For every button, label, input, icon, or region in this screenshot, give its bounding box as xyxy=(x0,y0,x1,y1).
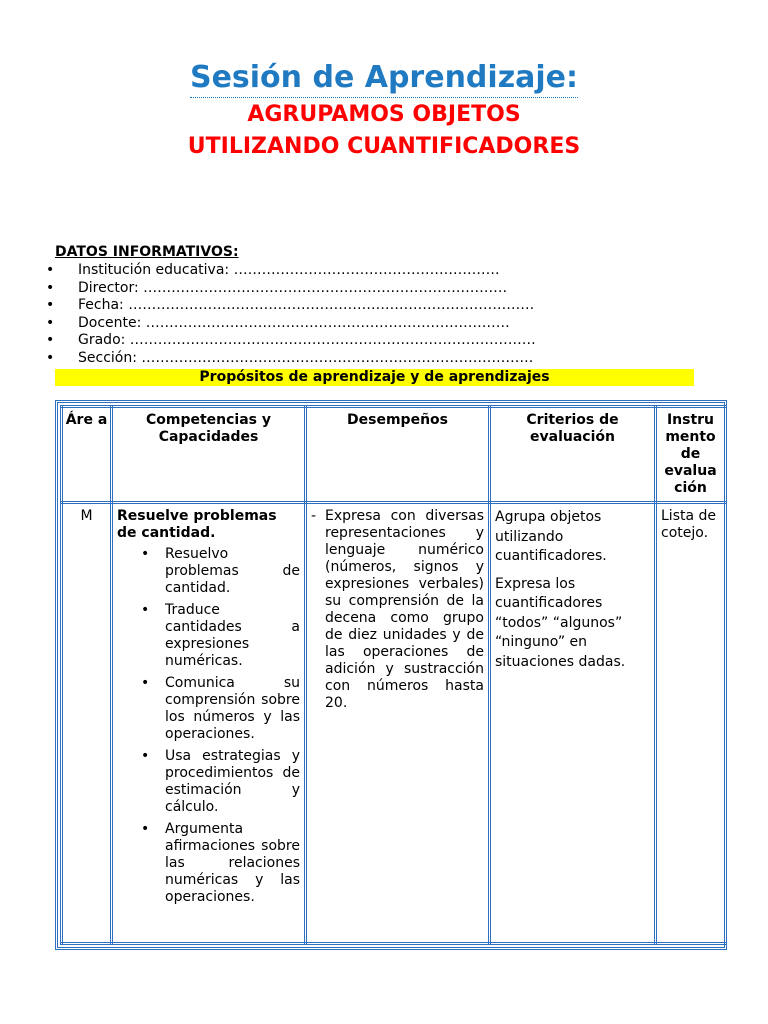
desempeno-text: - Expresa con diversas representaciones y lenguaje numérico (números, signos y expresiones verbales) su comprensión de la decena como grupo de diez unidades y de las operaciones de adición y sustracción con números hasta 20. xyxy=(311,508,484,712)
datos-item-seccion: • Sección: ………………………………………………………………………… xyxy=(46,350,536,368)
header-desempenos: Desempeños xyxy=(306,407,490,503)
datos-item-docente: • Docente: …………………………………………………………………… xyxy=(46,315,536,333)
datos-item-grado: • Grado: …………………………………………………………………………… xyxy=(46,332,536,350)
session-subtitle-line1: AGRUPAMOS OBJETOS xyxy=(247,102,521,127)
session-subtitle-line2: UTILIZANDO CUANTIFICADORES xyxy=(187,134,581,159)
datos-list xyxy=(46,262,536,368)
criterio-item: Expresa los cuantificadores “todos” “algunos” “ninguno” en situaciones dadas. xyxy=(495,575,626,670)
competencia-title: Resuelve problemas de cantidad. xyxy=(117,508,277,541)
capacidad-item: • Resuelvo problemas de cantidad. xyxy=(117,546,300,597)
capacidad-item: • Argumenta afirmaciones sobre las relaciones numéricas y las operaciones. xyxy=(117,821,300,906)
header-criterios: Criterios de evaluación xyxy=(490,407,656,503)
capacidad-item: • Usa estrategias y procedimientos de estimación y cálculo. xyxy=(117,748,300,816)
session-title: Sesión de Aprendizaje: xyxy=(0,60,768,95)
datos-item-institucion: • Institución educativa: ………………………………………………… xyxy=(46,262,536,280)
datos-item-director: • Director: …………………………………………………………………… xyxy=(46,280,536,298)
header-area: Áre a xyxy=(62,407,112,503)
cell-area: M xyxy=(62,503,112,944)
datos-item-fecha: • Fecha: …………………………………………………………………………… xyxy=(46,297,536,315)
cell-competencias xyxy=(112,503,306,944)
datos-heading: DATOS INFORMATIVOS: xyxy=(55,244,239,260)
cell-desempeno xyxy=(306,503,490,944)
purposes-banner: Propósitos de aprendizaje y de aprendizajes xyxy=(55,369,694,386)
cell-criterios xyxy=(490,503,656,944)
header-competencias: Competencias y Capacidades xyxy=(112,407,306,503)
table-header-row xyxy=(62,407,726,503)
header-instrumento: Instru mento de evalua ción xyxy=(656,407,726,503)
capacidad-item: • Comunica su comprensión sobre los números y las operaciones. xyxy=(117,675,300,743)
table-row xyxy=(62,503,726,944)
purposes-table-frame xyxy=(55,400,727,950)
capacidades-list xyxy=(117,546,300,906)
purposes-table xyxy=(60,405,727,945)
cell-instrumento: Lista de cotejo. xyxy=(656,503,726,944)
capacidad-item: • Traduce cantidades a expresiones numéricas. xyxy=(117,602,300,670)
criterio-item: Agrupa objetos utilizando cuantificadores. xyxy=(495,509,607,564)
